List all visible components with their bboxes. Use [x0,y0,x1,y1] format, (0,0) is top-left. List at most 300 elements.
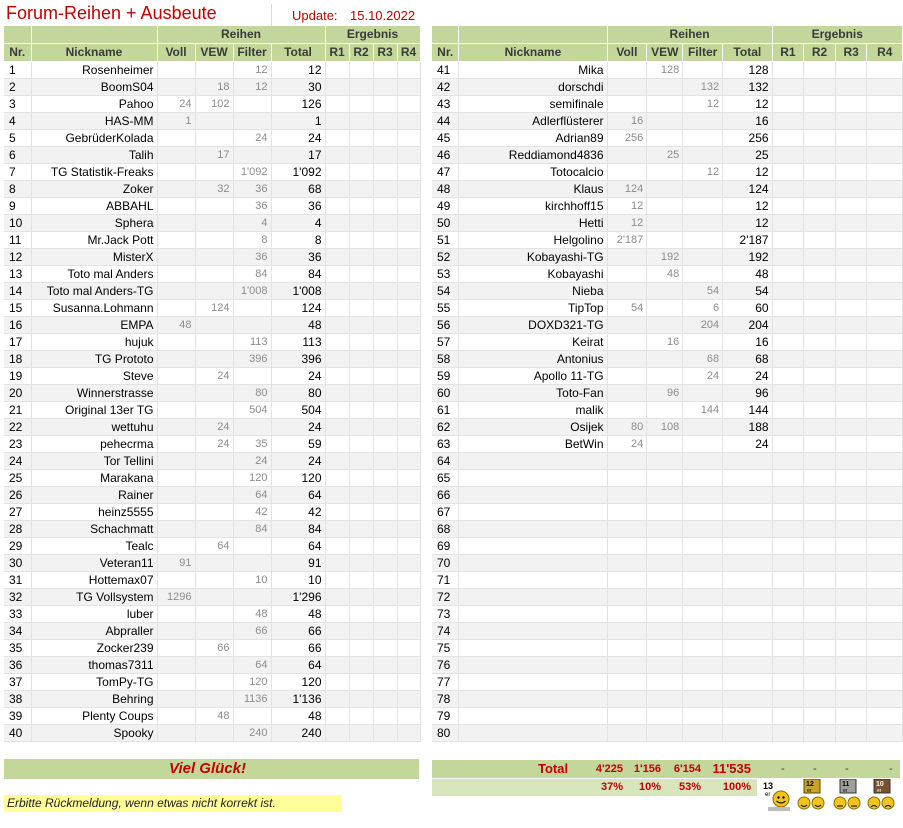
voll-cell[interactable] [157,622,195,639]
r3-cell[interactable] [835,350,867,367]
filter-cell[interactable]: 66 [233,622,271,639]
filter-cell[interactable]: 144 [683,401,723,418]
r2-cell[interactable] [349,112,373,129]
row-number[interactable]: 17 [4,333,31,350]
r3-cell[interactable] [373,231,397,248]
total-cell[interactable]: 36 [271,248,325,265]
r3-cell[interactable] [835,95,867,112]
r1-cell[interactable] [772,333,804,350]
r4-cell[interactable] [397,656,420,673]
row-number[interactable]: 25 [4,469,31,486]
voll-cell[interactable] [607,639,647,656]
nickname-cell[interactable]: Rosenheimer [31,61,157,78]
r2-cell[interactable] [349,282,373,299]
r1-cell[interactable] [772,571,804,588]
nickname-cell[interactable]: TG Vollsystem [31,588,157,605]
voll-cell[interactable] [157,452,195,469]
r1-cell[interactable] [325,401,349,418]
r1-cell[interactable] [772,639,804,656]
vew-cell[interactable]: 24 [195,367,233,384]
r3-cell[interactable] [835,486,867,503]
r2-cell[interactable] [804,503,836,520]
total-cell[interactable]: 12 [723,95,772,112]
r1-cell[interactable] [325,707,349,724]
vew-cell[interactable] [195,384,233,401]
nickname-cell[interactable]: Osijek [459,418,607,435]
r3-cell[interactable] [835,690,867,707]
r2-cell[interactable] [349,418,373,435]
row-number[interactable]: 53 [432,265,459,282]
filter-cell[interactable] [683,605,723,622]
r3-cell[interactable] [373,656,397,673]
total-cell[interactable] [723,605,772,622]
row-number[interactable]: 72 [432,588,459,605]
voll-cell[interactable] [607,724,647,741]
row-number[interactable]: 76 [432,656,459,673]
r2-cell[interactable] [349,265,373,282]
r1-cell[interactable] [325,486,349,503]
vew-cell[interactable] [647,129,683,146]
r4-cell[interactable] [867,129,903,146]
r3-cell[interactable] [373,367,397,384]
nickname-cell[interactable]: luber [31,605,157,622]
vew-cell[interactable] [647,554,683,571]
voll-cell[interactable] [157,299,195,316]
filter-cell[interactable] [683,418,723,435]
row-number[interactable]: 61 [432,401,459,418]
filter-cell[interactable] [233,639,271,656]
total-cell[interactable] [723,503,772,520]
filter-cell[interactable] [683,214,723,231]
r1-cell[interactable] [772,112,804,129]
r1-cell[interactable] [325,452,349,469]
total-cell[interactable]: 24 [723,435,772,452]
nickname-cell[interactable] [459,656,607,673]
nickname-cell[interactable] [459,520,607,537]
voll-cell[interactable]: 12 [607,197,647,214]
r4-cell[interactable] [867,316,903,333]
r1-cell[interactable] [325,656,349,673]
total-cell[interactable]: 91 [271,554,325,571]
filter-cell[interactable] [683,537,723,554]
filter-cell[interactable]: 42 [233,503,271,520]
r4-cell[interactable] [397,605,420,622]
r4-cell[interactable] [867,418,903,435]
row-number[interactable]: 67 [432,503,459,520]
filter-cell[interactable] [683,673,723,690]
nickname-cell[interactable]: thomas7311 [31,656,157,673]
nickname-cell[interactable]: Adrian89 [459,129,607,146]
voll-cell[interactable] [607,554,647,571]
voll-cell[interactable] [157,435,195,452]
r3-cell[interactable] [835,435,867,452]
nickname-cell[interactable]: HAS-MM [31,112,157,129]
total-cell[interactable]: 120 [271,469,325,486]
r1-cell[interactable] [772,486,804,503]
voll-cell[interactable] [607,622,647,639]
vew-cell[interactable]: 25 [647,146,683,163]
voll-cell[interactable] [157,197,195,214]
filter-cell[interactable] [683,180,723,197]
voll-cell[interactable] [607,384,647,401]
nickname-cell[interactable]: Keirat [459,333,607,350]
r3-cell[interactable] [373,418,397,435]
voll-cell[interactable] [607,707,647,724]
r3-cell[interactable] [373,690,397,707]
nickname-cell[interactable]: Helgolino [459,231,607,248]
row-number[interactable]: 24 [4,452,31,469]
r4-cell[interactable] [867,333,903,350]
nickname-cell[interactable]: BetWin [459,435,607,452]
r4-cell[interactable] [397,469,420,486]
nickname-cell[interactable]: semifinale [459,95,607,112]
row-number[interactable]: 66 [432,486,459,503]
row-number[interactable]: 38 [4,690,31,707]
r4-cell[interactable] [867,299,903,316]
filter-cell[interactable] [683,707,723,724]
voll-cell[interactable] [157,78,195,95]
r3-cell[interactable] [835,537,867,554]
r4-cell[interactable] [867,146,903,163]
nickname-cell[interactable] [459,571,607,588]
r2-cell[interactable] [804,350,836,367]
r2-cell[interactable] [349,656,373,673]
row-number[interactable]: 42 [432,78,459,95]
voll-cell[interactable] [607,61,647,78]
r1-cell[interactable] [325,537,349,554]
r2-cell[interactable] [804,163,836,180]
r3-cell[interactable] [835,265,867,282]
total-cell[interactable]: 126 [271,95,325,112]
row-number[interactable]: 11 [4,231,31,248]
r2-cell[interactable] [804,299,836,316]
vew-cell[interactable] [195,350,233,367]
voll-cell[interactable] [607,571,647,588]
nickname-cell[interactable]: TomPy-TG [31,673,157,690]
r1-cell[interactable] [772,469,804,486]
r2-cell[interactable] [349,673,373,690]
vew-cell[interactable] [195,231,233,248]
vew-cell[interactable] [195,452,233,469]
r3-cell[interactable] [835,520,867,537]
r1-cell[interactable] [325,520,349,537]
filter-cell[interactable]: 36 [233,197,271,214]
r1-cell[interactable] [772,554,804,571]
vew-cell[interactable] [195,724,233,741]
vew-cell[interactable] [195,214,233,231]
r3-cell[interactable] [373,486,397,503]
r1-cell[interactable] [325,554,349,571]
total-cell[interactable] [723,469,772,486]
nickname-cell[interactable]: Pahoo [31,95,157,112]
row-number[interactable]: 71 [432,571,459,588]
filter-cell[interactable]: 54 [683,282,723,299]
r4-cell[interactable] [867,486,903,503]
row-number[interactable]: 23 [4,435,31,452]
nickname-cell[interactable]: pehecrma [31,435,157,452]
r4-cell[interactable] [867,639,903,656]
nickname-cell[interactable]: Toto mal Anders-TG [31,282,157,299]
r4-cell[interactable] [397,435,420,452]
vew-cell[interactable] [195,112,233,129]
voll-cell[interactable] [157,690,195,707]
nickname-cell[interactable]: Steve [31,367,157,384]
r4-cell[interactable] [867,452,903,469]
r1-cell[interactable] [772,622,804,639]
total-cell[interactable]: 192 [723,248,772,265]
row-number[interactable]: 27 [4,503,31,520]
row-number[interactable]: 8 [4,180,31,197]
row-number[interactable]: 14 [4,282,31,299]
r3-cell[interactable] [835,248,867,265]
r4-cell[interactable] [397,282,420,299]
voll-cell[interactable] [607,673,647,690]
r2-cell[interactable] [804,180,836,197]
row-number[interactable]: 4 [4,112,31,129]
r1-cell[interactable] [325,316,349,333]
voll-cell[interactable] [157,724,195,741]
voll-cell[interactable] [157,265,195,282]
voll-cell[interactable] [607,520,647,537]
r3-cell[interactable] [835,61,867,78]
r4-cell[interactable] [397,350,420,367]
filter-cell[interactable] [683,690,723,707]
nickname-cell[interactable]: Tealc [31,537,157,554]
r3-cell[interactable] [373,265,397,282]
vew-cell[interactable] [647,180,683,197]
r1-cell[interactable] [772,656,804,673]
total-cell[interactable]: 48 [271,605,325,622]
r4-cell[interactable] [397,299,420,316]
row-number[interactable]: 3 [4,95,31,112]
row-number[interactable]: 34 [4,622,31,639]
r2-cell[interactable] [804,248,836,265]
row-number[interactable]: 10 [4,214,31,231]
vew-cell[interactable]: 128 [647,61,683,78]
r1-cell[interactable] [772,605,804,622]
vew-cell[interactable] [647,231,683,248]
vew-cell[interactable] [647,367,683,384]
filter-cell[interactable]: 12 [683,95,723,112]
vew-cell[interactable] [647,486,683,503]
total-cell[interactable]: 188 [723,418,772,435]
nickname-cell[interactable]: EMPA [31,316,157,333]
total-cell[interactable]: 10 [271,571,325,588]
voll-cell[interactable]: 2'187 [607,231,647,248]
r1-cell[interactable] [325,367,349,384]
total-cell[interactable]: 64 [271,656,325,673]
total-cell[interactable]: 59 [271,435,325,452]
row-number[interactable]: 62 [432,418,459,435]
r3-cell[interactable] [373,435,397,452]
r3-cell[interactable] [373,299,397,316]
filter-cell[interactable] [683,129,723,146]
filter-cell[interactable] [683,333,723,350]
vew-cell[interactable] [195,588,233,605]
nickname-cell[interactable]: Plenty Coups [31,707,157,724]
row-number[interactable]: 73 [432,605,459,622]
filter-cell[interactable] [233,299,271,316]
r4-cell[interactable] [397,401,420,418]
nickname-cell[interactable]: dorschdi [459,78,607,95]
r1-cell[interactable] [325,265,349,282]
r2-cell[interactable] [349,333,373,350]
r2-cell[interactable] [349,622,373,639]
row-number[interactable]: 57 [432,333,459,350]
row-number[interactable]: 75 [432,639,459,656]
r2-cell[interactable] [804,282,836,299]
row-number[interactable]: 29 [4,537,31,554]
filter-cell[interactable] [683,469,723,486]
r2-cell[interactable] [349,61,373,78]
voll-cell[interactable]: 54 [607,299,647,316]
filter-cell[interactable] [683,197,723,214]
r4-cell[interactable] [397,639,420,656]
nickname-cell[interactable]: Veteran11 [31,554,157,571]
nickname-cell[interactable]: malik [459,401,607,418]
r4-cell[interactable] [867,469,903,486]
r2-cell[interactable] [349,605,373,622]
nickname-cell[interactable]: ABBAHL [31,197,157,214]
r1-cell[interactable] [772,724,804,741]
filter-cell[interactable] [683,588,723,605]
filter-cell[interactable]: 113 [233,333,271,350]
total-cell[interactable]: 113 [271,333,325,350]
nickname-cell[interactable]: Rainer [31,486,157,503]
r2-cell[interactable] [349,146,373,163]
r2-cell[interactable] [349,707,373,724]
row-number[interactable]: 51 [432,231,459,248]
nickname-cell[interactable]: BoomS04 [31,78,157,95]
voll-cell[interactable] [607,503,647,520]
vew-cell[interactable] [195,503,233,520]
r2-cell[interactable] [804,95,836,112]
row-number[interactable]: 47 [432,163,459,180]
total-cell[interactable] [723,452,772,469]
r1-cell[interactable] [325,146,349,163]
vew-cell[interactable]: 102 [195,95,233,112]
row-number[interactable]: 48 [432,180,459,197]
total-cell[interactable]: 48 [723,265,772,282]
r4-cell[interactable] [867,350,903,367]
r2-cell[interactable] [804,520,836,537]
filter-cell[interactable] [233,418,271,435]
r2-cell[interactable] [804,231,836,248]
r3-cell[interactable] [835,384,867,401]
r2-cell[interactable] [349,639,373,656]
r3-cell[interactable] [835,214,867,231]
r1-cell[interactable] [325,163,349,180]
r2-cell[interactable] [804,61,836,78]
r4-cell[interactable] [867,248,903,265]
total-cell[interactable]: 66 [271,622,325,639]
r1-cell[interactable] [325,724,349,741]
r1-cell[interactable] [325,690,349,707]
filter-cell[interactable] [683,571,723,588]
r3-cell[interactable] [373,639,397,656]
voll-cell[interactable] [607,350,647,367]
vew-cell[interactable] [647,112,683,129]
filter-cell[interactable] [683,656,723,673]
vew-cell[interactable] [647,316,683,333]
vew-cell[interactable] [647,78,683,95]
vew-cell[interactable] [195,656,233,673]
r3-cell[interactable] [835,656,867,673]
r4-cell[interactable] [867,673,903,690]
row-number[interactable]: 22 [4,418,31,435]
voll-cell[interactable] [607,78,647,95]
voll-cell[interactable] [607,588,647,605]
r2-cell[interactable] [349,520,373,537]
r3-cell[interactable] [373,95,397,112]
r1-cell[interactable] [772,401,804,418]
nickname-cell[interactable]: Sphera [31,214,157,231]
filter-cell[interactable]: 12 [233,61,271,78]
r4-cell[interactable] [867,78,903,95]
vew-cell[interactable] [195,622,233,639]
r3-cell[interactable] [373,333,397,350]
r1-cell[interactable] [325,231,349,248]
vew-cell[interactable] [195,333,233,350]
row-number[interactable]: 54 [432,282,459,299]
total-cell[interactable]: 120 [271,673,325,690]
r1-cell[interactable] [325,588,349,605]
nickname-cell[interactable]: kirchhoff15 [459,197,607,214]
r2-cell[interactable] [804,486,836,503]
voll-cell[interactable] [607,282,647,299]
voll-cell[interactable]: 91 [157,554,195,571]
r1-cell[interactable] [772,537,804,554]
total-cell[interactable]: 48 [271,316,325,333]
nickname-cell[interactable]: Kobayashi-TG [459,248,607,265]
r2-cell[interactable] [349,95,373,112]
row-number[interactable]: 6 [4,146,31,163]
nickname-cell[interactable]: GebrüderKolada [31,129,157,146]
row-number[interactable]: 37 [4,673,31,690]
r3-cell[interactable] [373,350,397,367]
row-number[interactable]: 20 [4,384,31,401]
row-number[interactable]: 60 [432,384,459,401]
voll-cell[interactable] [157,418,195,435]
voll-cell[interactable] [157,571,195,588]
r3-cell[interactable] [835,316,867,333]
r3-cell[interactable] [373,452,397,469]
r4-cell[interactable] [867,231,903,248]
r2-cell[interactable] [804,384,836,401]
filter-cell[interactable]: 1136 [233,690,271,707]
r4-cell[interactable] [867,282,903,299]
r2-cell[interactable] [349,435,373,452]
r4-cell[interactable] [867,520,903,537]
voll-cell[interactable] [607,469,647,486]
r4-cell[interactable] [867,724,903,741]
r3-cell[interactable] [373,571,397,588]
r3-cell[interactable] [835,469,867,486]
vew-cell[interactable] [647,588,683,605]
r2-cell[interactable] [349,78,373,95]
filter-cell[interactable]: 10 [233,571,271,588]
r3-cell[interactable] [835,401,867,418]
filter-cell[interactable] [683,486,723,503]
voll-cell[interactable] [157,384,195,401]
r1-cell[interactable] [772,435,804,452]
nickname-cell[interactable] [459,639,607,656]
r3-cell[interactable] [373,214,397,231]
r4-cell[interactable] [397,571,420,588]
total-cell[interactable]: 68 [271,180,325,197]
row-number[interactable]: 45 [432,129,459,146]
r2-cell[interactable] [349,214,373,231]
